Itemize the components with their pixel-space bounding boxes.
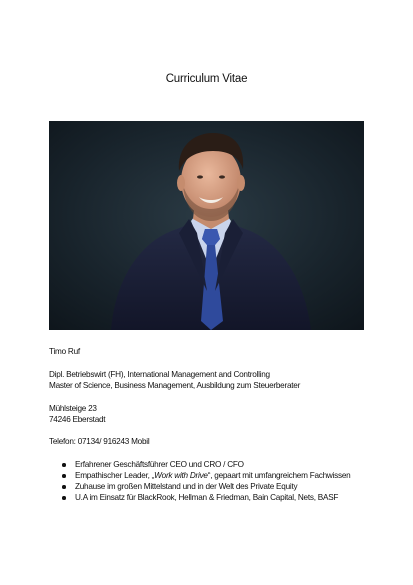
list-item: Erfahrener Geschäftsführer CEO und CRO / CFO xyxy=(49,459,350,470)
highlights-list xyxy=(49,459,350,503)
address-city: 74246 Eberstadt xyxy=(49,415,106,424)
list-item: Empathischer Leader, „Work with Drive“, gepaart mit umfangreichem Fachwissen xyxy=(49,470,350,481)
address-street: Mühlsteige 23 xyxy=(49,404,97,413)
portrait-photo xyxy=(49,121,364,330)
bullet-icon xyxy=(62,496,66,500)
bullet-icon xyxy=(62,485,66,489)
list-item: Zuhause im großen Mittelstand und in der Welt des Private Equity xyxy=(49,481,350,492)
address-block xyxy=(49,403,105,425)
person-name: Timo Ruf xyxy=(49,347,80,356)
education-line: Master of Science, Business Management, Ausbildung zum Steuerberater xyxy=(49,381,301,390)
list-item: U.A im Einsatz für BlackRook, Hellman & Friedman, Bain Capital, Nets, BASF xyxy=(49,492,350,503)
phone-line: Telefon: 07134/ 916243 Mobil xyxy=(49,437,150,446)
motto-emphasis: Work with Drive xyxy=(154,471,208,480)
bullet-icon xyxy=(62,474,66,478)
education-block xyxy=(49,369,300,391)
education-line: Dipl. Betriebswirt (FH), International Management and Controlling xyxy=(49,370,270,379)
bullet-icon xyxy=(62,463,66,467)
document-title: Curriculum Vitae xyxy=(165,73,248,85)
